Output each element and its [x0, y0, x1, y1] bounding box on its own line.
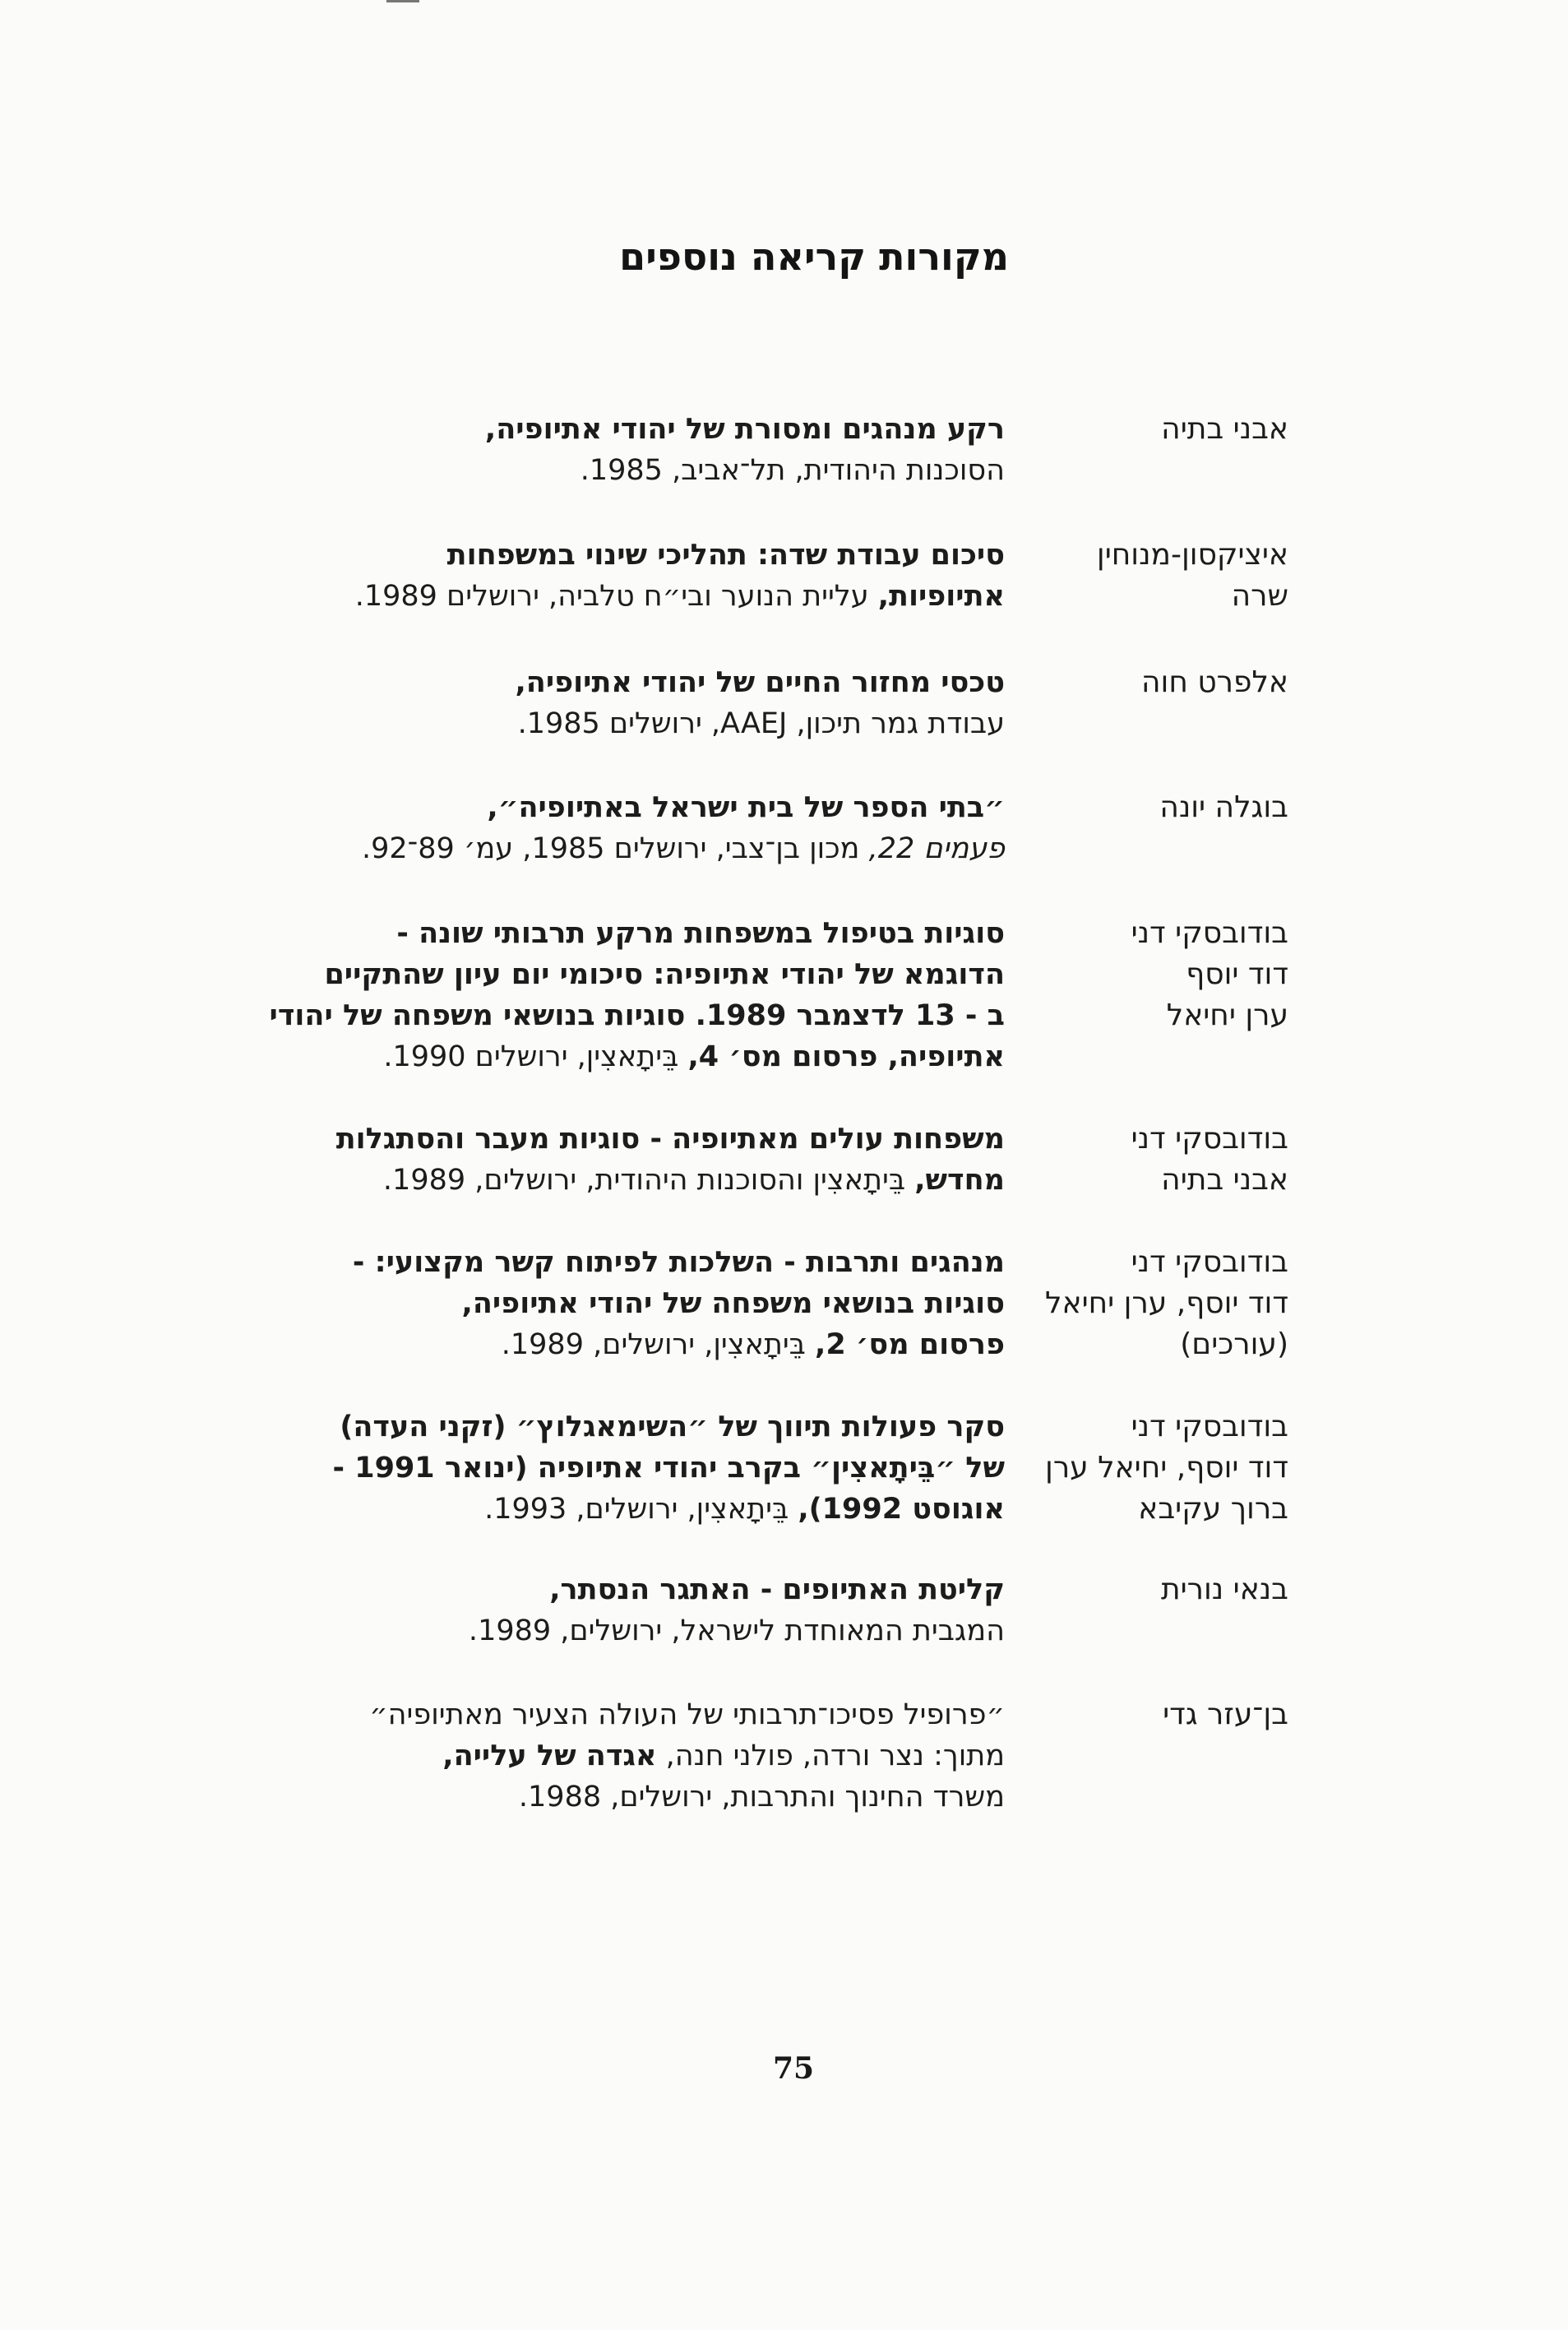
entry-work — [191, 535, 1005, 617]
author-line: אלפרט חוה — [1141, 665, 1288, 699]
work-line — [191, 1119, 1005, 1160]
work-line — [191, 954, 1005, 995]
work-line — [191, 409, 1005, 450]
work-text: משרד החינוך והתרבות, ירושלים, 1988. — [518, 1781, 1005, 1814]
work-line — [191, 1569, 1005, 1610]
author-line: בודובסקי דני — [1131, 916, 1288, 950]
work-line — [191, 787, 1005, 828]
entry-author — [992, 1406, 1288, 1530]
entry-author — [992, 1242, 1288, 1365]
work-title-text: קליטת האתיופים - האתגר הנסתר, — [549, 1573, 1005, 1606]
work-line — [191, 1036, 1005, 1077]
entry-work — [191, 1242, 1005, 1365]
work-line — [191, 913, 1005, 954]
work-title-text: סוגיות בנושאי משפחה של יהודי אתיופיה, — [461, 1287, 1005, 1320]
entry-author — [992, 1694, 1288, 1735]
work-title-text: טכסי מחזור החיים של יהודי אתיופיה, — [515, 666, 1005, 699]
work-text: המגבית המאוחדת לישראל, ירושלים, 1989. — [468, 1614, 1005, 1647]
work-text: עליית הנוער ובי״ח טלביה, ירושלים 1989. — [354, 580, 878, 613]
work-text: בֵּיתָאצִין והסוכנות היהודית, ירושלים, 1989. — [382, 1164, 915, 1197]
author-line: דוד יוסף — [1186, 957, 1288, 991]
author-line: (עורכים) — [1180, 1327, 1288, 1361]
work-title-text: פרסום מס׳ 2, — [815, 1328, 1005, 1361]
work-line — [191, 662, 1005, 703]
work-line — [191, 1735, 1005, 1776]
work-title-text: אגדה של עלייה, — [442, 1739, 657, 1772]
author-line: אבני בתיה — [1161, 412, 1288, 446]
entry-work — [191, 409, 1005, 491]
work-title-text: סוגיות בטיפול במשפחות מרקע תרבותי שונה - — [396, 917, 1005, 950]
work-title-text: אוגוסט 1992), — [798, 1493, 1005, 1526]
work-title-text: משפחות עולים מאתיופיה - סוגיות מעבר והסתגלות — [335, 1123, 1005, 1156]
entry-work — [191, 1694, 1005, 1818]
work-line — [191, 576, 1005, 617]
page-title: מקורות קריאה נוספים — [619, 234, 1009, 279]
work-line — [191, 1406, 1005, 1448]
entry-author — [992, 535, 1288, 617]
work-line — [191, 828, 1005, 869]
entry-author — [992, 787, 1288, 828]
work-italic-text: פעמים 22, — [868, 832, 1005, 865]
work-line — [191, 1610, 1005, 1651]
author-line: דוד יוסף, יחיאל ערן — [1045, 1451, 1288, 1485]
work-text: בֵּיתָאצִין, ירושלים 1990. — [383, 1040, 688, 1073]
entry-work — [191, 662, 1005, 744]
work-text: הסוכנות היהודית, תל־אביב, 1985. — [580, 454, 1005, 487]
entry-work — [191, 1119, 1005, 1201]
entry-author — [992, 409, 1288, 450]
author-line: איציקסון-מנוחין — [1096, 538, 1288, 572]
work-text: בֵּיתָאצִין, ירושלים, 1989. — [501, 1328, 816, 1361]
work-title-text: אתיופיות, — [877, 580, 1005, 613]
page-number: 75 — [773, 2051, 815, 2086]
entry-author — [992, 913, 1288, 1036]
work-title-text: ב - 13 לדצמבר 1989. סוגיות בנושאי משפחה של יהודי — [269, 999, 1005, 1032]
work-title-text: ״בתי הספר של בית ישראל באתיופיה״, — [487, 791, 1005, 824]
entry-author — [992, 662, 1288, 703]
entry-work — [191, 787, 1005, 869]
author-line: בודובסקי דני — [1131, 1122, 1288, 1156]
work-text: בֵּיתָאצִין, ירושלים, 1993. — [484, 1493, 798, 1526]
work-line — [191, 1242, 1005, 1283]
author-line: בודובסקי דני — [1131, 1245, 1288, 1279]
entry-work — [191, 913, 1005, 1077]
work-line — [191, 1489, 1005, 1530]
work-line — [191, 1448, 1005, 1489]
entry-work — [191, 1569, 1005, 1651]
work-title-text: הדוגמא של יהודי אתיופיה: סיכומי יום עיון שהתקיים — [324, 958, 1005, 991]
work-title-text: מנהגים ותרבות - השלכות לפיתוח קשר מקצועי: - — [352, 1246, 1005, 1279]
work-title-text: של ״בֵּיתָאצִין״ בקרב יהודי אתיופיה (ינואר 1991 - — [332, 1452, 1005, 1485]
work-line — [191, 995, 1005, 1036]
work-title-text: מחדש, — [914, 1164, 1005, 1197]
work-line — [191, 1776, 1005, 1818]
entry-work — [191, 1406, 1005, 1530]
work-line — [191, 1160, 1005, 1201]
work-text: ״פרופיל פסיכו־תרבותי של העולה הצעיר מאתיופיה״ — [369, 1698, 1005, 1731]
work-text: עבודת גמר תיכון, AAEJ, ירושלים 1985. — [517, 707, 1005, 740]
work-line — [191, 1694, 1005, 1735]
author-line: דוד יוסף, ערן יחיאל — [1045, 1286, 1288, 1320]
scan-mark — [386, 0, 419, 2]
work-text: מתוך: נצר ורדה, פולני חנה, — [656, 1739, 1005, 1772]
entry-author — [992, 1119, 1288, 1201]
entry-author — [992, 1569, 1288, 1610]
work-line — [191, 450, 1005, 491]
author-line: שרה — [1231, 579, 1288, 613]
author-line: ערן יחיאל — [1166, 998, 1288, 1032]
work-title-text: סיכום עבודת שדה: תהליכי שינוי במשפחות — [446, 539, 1005, 572]
author-line: בנאי נורית — [1160, 1573, 1288, 1606]
work-line — [191, 535, 1005, 576]
work-title-text: רקע מנהגים ומסורת של יהודי אתיופיה, — [484, 413, 1005, 446]
author-line: בוגלה יונה — [1159, 790, 1288, 824]
work-line — [191, 703, 1005, 744]
work-title-text: אתיופיה, פרסום מס׳ 4, — [687, 1040, 1005, 1073]
work-text: מכון בן־צבי, ירושלים 1985, עמ׳ 89־92. — [361, 832, 869, 865]
author-line: בן־עזר גדי — [1163, 1698, 1288, 1731]
work-line — [191, 1283, 1005, 1324]
author-line: בודובסקי דני — [1131, 1410, 1288, 1443]
author-line: אבני בתיה — [1161, 1163, 1288, 1197]
work-line — [191, 1324, 1005, 1365]
work-title-text: סקר פעולות תיווך של ״השימאגלוץ״ (זקני העדה) — [340, 1411, 1005, 1443]
author-line: ברוך עקיבא — [1138, 1492, 1288, 1526]
